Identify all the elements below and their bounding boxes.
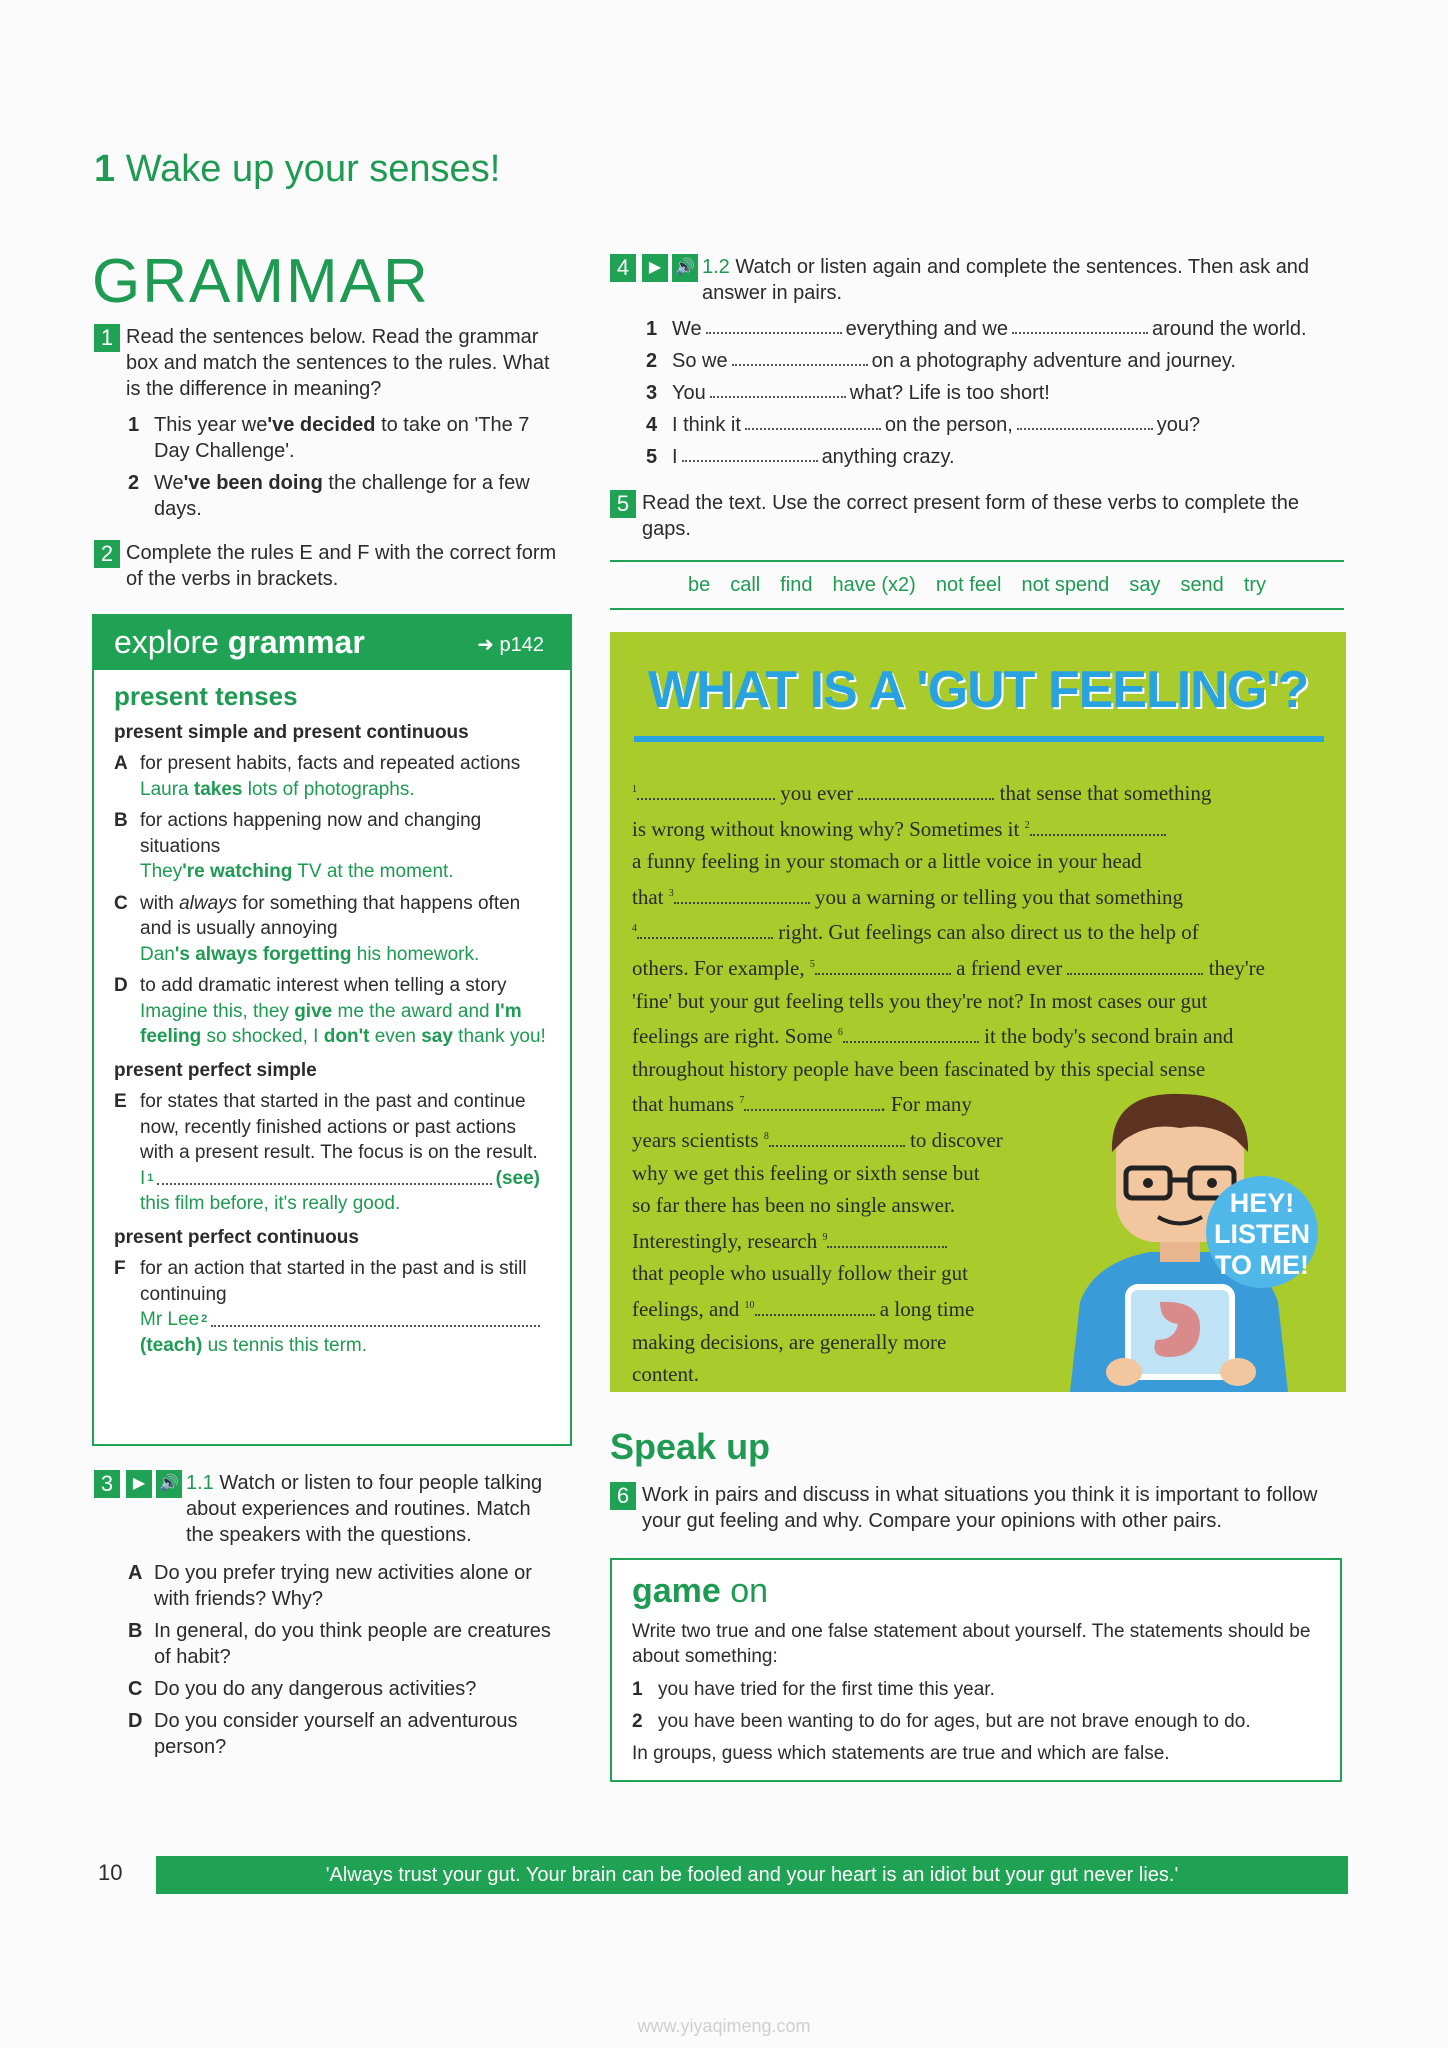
answer-gap[interactable] (769, 1131, 905, 1147)
answer-gap[interactable] (637, 784, 775, 800)
answer-gap[interactable] (1030, 820, 1166, 836)
answer-gap[interactable] (827, 1232, 947, 1248)
speech-bubble: HEY! LISTEN TO ME! (1206, 1176, 1318, 1288)
verb-item: say (1129, 573, 1161, 596)
list-item: 4 I think it on the person, you? (646, 414, 1201, 436)
verb-bank (610, 560, 1344, 610)
rule-f: F for an action that started in the past and is still continuing Mr Lee 2 (teach) us tennis this term. (114, 1256, 550, 1358)
rule-e: E for states that started in the past and continue now, recently finished actions or past actions with a present result. The focus is on the result. I 1 (see) this film before, it's really good. (114, 1091, 540, 1214)
exercise-5 (610, 490, 1350, 542)
rule-b: B for actions happening now and changing situations They're watching TV at the moment. (114, 810, 482, 882)
answer-gap[interactable] (815, 959, 951, 975)
explore-title: explore (114, 624, 228, 660)
answer-gap[interactable] (211, 1309, 540, 1327)
track-number: 1.1 (186, 1472, 214, 1494)
verb-item: send (1180, 573, 1224, 596)
answer-gap[interactable] (1017, 412, 1153, 430)
game-on-intro: Write two true and one false statement about yourself. The statements should be about something: (632, 1621, 1311, 1667)
grammar-heading: GRAMMAR (92, 247, 430, 316)
answer-gap[interactable] (744, 1095, 880, 1111)
exercise-instruction: Read the sentences below. Read the grammar box and match the sentences to the rules. What is the difference in meaning? (126, 326, 550, 400)
exercise-number: 6 (610, 1482, 636, 1510)
list-item: 1 This year we've decided to take on 'The 7 Day Challenge'. (128, 414, 530, 462)
answer-gap[interactable] (710, 380, 846, 398)
rule-a: A for present habits, facts and repeated actions Laura takes lots of photographs. (114, 753, 521, 800)
video-icon[interactable]: ▶ (642, 254, 668, 282)
page-number: 10 (98, 1860, 123, 1885)
list-item: C Do you do any dangerous activities? (128, 1678, 477, 1700)
video-icon[interactable]: ▶ (126, 1470, 152, 1498)
subheading: present simple and present continuous (114, 721, 469, 743)
article-title: WHAT IS A 'GUT FEELING'? (648, 661, 1309, 719)
answer-gap[interactable] (732, 348, 868, 366)
answer-gap[interactable] (157, 1167, 491, 1185)
audio-icon[interactable]: 🔊 (672, 254, 698, 282)
list-item: D Do you consider yourself an adventurous person? (128, 1710, 518, 1758)
list-item: 1 you have tried for the first time this year. (632, 1679, 995, 1700)
subheading: present perfect continuous (114, 1226, 359, 1248)
verb-item: try (1243, 573, 1267, 596)
title-underline (634, 736, 1324, 742)
exercise-number: 2 (94, 540, 120, 568)
game-on-title: game on (632, 1572, 769, 1610)
quote-banner (156, 1856, 1348, 1894)
answer-gap[interactable] (1067, 959, 1203, 975)
exercise-number: 4 (610, 254, 636, 282)
exercise-number: 1 (94, 324, 120, 352)
verb-item: find (780, 573, 813, 596)
quote-text: 'Always trust your gut. Your brain can be fooled and your heart is an idiot but your gut never lies.' (325, 1864, 1179, 1886)
list-item: 5 I anything crazy. (646, 446, 955, 468)
exercise-instruction: Watch or listen again and complete the sentences. Then ask and answer in pairs. (702, 256, 1310, 304)
page-ref[interactable]: p142 (499, 634, 544, 656)
answer-gap[interactable] (682, 444, 818, 462)
explore-grammar-header (94, 616, 570, 670)
game-on-box (610, 1558, 1342, 1782)
article-panel (610, 632, 1346, 1392)
exercise-1 (94, 324, 574, 522)
section-title: present tenses (114, 681, 298, 711)
exercise-4 (610, 254, 1350, 470)
answer-gap[interactable] (706, 316, 842, 334)
rule-c: C with always for something that happens often and is usually annoying Dan's always forgetting his homework. (114, 892, 521, 965)
answer-gap[interactable] (858, 784, 994, 800)
answer-gap[interactable] (843, 1027, 979, 1043)
unit-number: 1 (94, 148, 116, 190)
unit-title-text: Wake up your senses! (125, 148, 501, 190)
article-text: $^1$ you ever that sense that something is wrong without knowing why? Sometimes it $^2$ a funny feeling in your stomach or a little voice in your head that $^3$ you a warning or telling you that something $^4$ right. Gut feelings can also direct us to the help of others. For example, $^5$ a friend ever they're 'fine' but your gut feeling tells you they're not? In most cases our gut feelings are right. Some $^6$ it the body's second brain and throughout history people have been fascinated by this special sense that humans $^7$ . For many years scientists $^8$ to discover why we get this feeling or sixth sense but so far there has been no single answer. Interestingly, research $^9$ that people who usually follow their gut feelings, and $^{10}$ a long time making decisions, are generally more content. (632, 781, 1265, 1387)
subheading: present perfect simple (114, 1059, 317, 1081)
answer-gap[interactable] (1012, 316, 1148, 334)
list-item: A Do you prefer trying new activities alone or with friends? Why? (128, 1562, 532, 1610)
watermark: www.yiyaqimeng.com (637, 2016, 811, 2036)
audio-icon[interactable]: 🔊 (156, 1470, 182, 1498)
verb-item: be (687, 573, 711, 596)
answer-gap[interactable] (674, 888, 810, 904)
explore-title-bold: grammar (227, 624, 365, 660)
list-item: 1 We everything and we around the world. (646, 318, 1307, 340)
list-item: 2 We've been doing the challenge for a few days. (128, 472, 530, 520)
exercise-instruction: Complete the rules E and F with the correct form of the verbs in brackets. (126, 542, 557, 590)
exercise-number: 5 (610, 490, 636, 518)
verb-item: not feel (935, 573, 1002, 596)
exercise-instruction: Read the text. Use the correct present form of these verbs to complete the gaps. (642, 492, 1299, 540)
list-item: 2 you have been wanting to do for ages, but are not brave enough to do. (632, 1711, 1251, 1732)
verb-item: not spend (1021, 573, 1110, 596)
answer-gap[interactable] (745, 412, 881, 430)
exercise-2 (94, 540, 574, 592)
unit-title (94, 148, 500, 191)
game-on-outro: In groups, guess which statements are true and which are false. (632, 1743, 1170, 1764)
answer-gap[interactable] (755, 1300, 875, 1316)
exercise-6 (610, 1482, 1350, 1534)
verb-item: call (730, 573, 761, 596)
track-number: 1.2 (702, 256, 730, 278)
exercise-number: 3 (94, 1470, 120, 1498)
list-item: 3 You what? Life is too short! (646, 382, 1050, 404)
rule-d: D to add dramatic interest when telling a story Imagine this, they give me the award and I'm feeling so shocked, I don't even say thank you! (114, 975, 546, 1047)
explore-grammar-box (92, 614, 572, 1446)
list-item: 2 So we on a photography adventure and journey. (646, 350, 1236, 372)
answer-gap[interactable] (637, 923, 773, 939)
exercise-instruction: Watch or listen to four people talking about experiences and routines. Match the speakers with the questions. (186, 1472, 543, 1546)
exercise-3 (94, 1470, 574, 1760)
exercise-instruction: Work in pairs and discuss in what situations you think it is important to follow your gut feeling and why. Compare your opinions with other pairs. (642, 1484, 1318, 1532)
arrow-icon: ➜ (477, 634, 494, 656)
speak-up-heading: Speak up (610, 1426, 771, 1467)
verb-item: have (x2) (832, 573, 916, 596)
list-item: B In general, do you think people are creatures of habit? (128, 1620, 551, 1668)
